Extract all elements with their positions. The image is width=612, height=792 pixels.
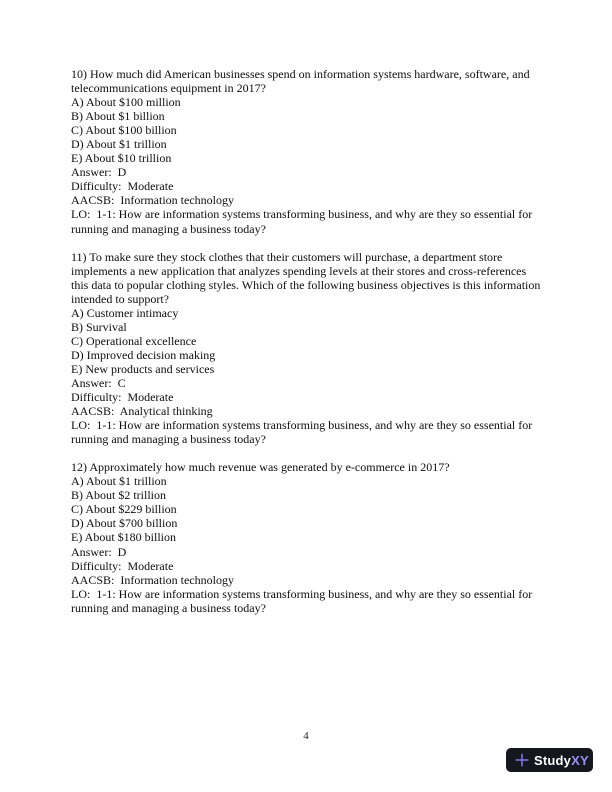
logo-text-study: Study <box>534 752 572 768</box>
answer-line: Answer: D <box>71 165 127 180</box>
difficulty-line: Difficulty: Moderate <box>71 179 174 194</box>
choice-d: D) About $1 trillion <box>71 137 167 152</box>
logo-text-xy: XY <box>571 752 589 768</box>
studyxy-logo <box>506 748 593 772</box>
choice-b: B) Survival <box>71 319 127 334</box>
choice-a: A) About $100 million <box>71 95 181 110</box>
difficulty-line: Difficulty: Moderate <box>71 558 174 573</box>
page-number: 4 <box>303 730 309 742</box>
choice-b: B) About $1 billion <box>71 109 165 124</box>
choice-e: E) About $180 billion <box>71 530 176 545</box>
lo-line: LO: 1-1: How are information systems transforming business, and why are they so essential for running and managing a business today? <box>71 586 536 615</box>
question-block-11 <box>71 250 543 447</box>
choice-d: D) About $700 billion <box>71 516 178 531</box>
aacsb-line: AACSB: Information technology <box>71 193 234 208</box>
lo-line: LO: 1-1: How are information systems transforming business, and why are they so essential for running and managing a business today? <box>71 207 536 236</box>
choice-c: C) About $100 billion <box>71 123 177 138</box>
choice-b: B) About $2 trillion <box>71 488 167 503</box>
choice-a: A) Customer intimacy <box>71 305 179 320</box>
aacsb-line: AACSB: Analytical thinking <box>71 404 213 419</box>
choice-c: C) About $229 billion <box>71 502 177 517</box>
answer-line: Answer: C <box>71 375 126 390</box>
logo-text <box>534 753 589 768</box>
choice-d: D) Improved decision making <box>71 347 216 362</box>
question-text: 10) How much did American businesses spend on information systems hardware, software, and telecommunications equipment in 2017? <box>71 67 533 96</box>
lo-line: LO: 1-1: How are information systems transforming business, and why are they so essential for running and managing a business today? <box>71 418 536 447</box>
choice-c: C) Operational excellence <box>71 333 197 348</box>
answer-line: Answer: D <box>71 544 127 559</box>
page-content <box>71 67 543 629</box>
aacsb-line: AACSB: Information technology <box>71 572 234 587</box>
question-block-12 <box>71 460 543 615</box>
difficulty-line: Difficulty: Moderate <box>71 390 174 405</box>
plus-icon <box>515 753 529 767</box>
question-text: 12) Approximately how much revenue was generated by e-commerce in 2017? <box>71 460 450 475</box>
choice-a: A) About $1 trillion <box>71 474 167 489</box>
question-text: 11) To make sure they stock clothes that their customers will purchase, a department store implements a new application that analyzes spending levels at their stores and cross-references this data to popular clothing styles. Which of the following business objectives is this information intended to support? <box>71 249 544 306</box>
choice-e: E) About $10 trillion <box>71 151 172 166</box>
choice-e: E) New products and services <box>71 361 215 376</box>
question-block-10 <box>71 67 543 236</box>
